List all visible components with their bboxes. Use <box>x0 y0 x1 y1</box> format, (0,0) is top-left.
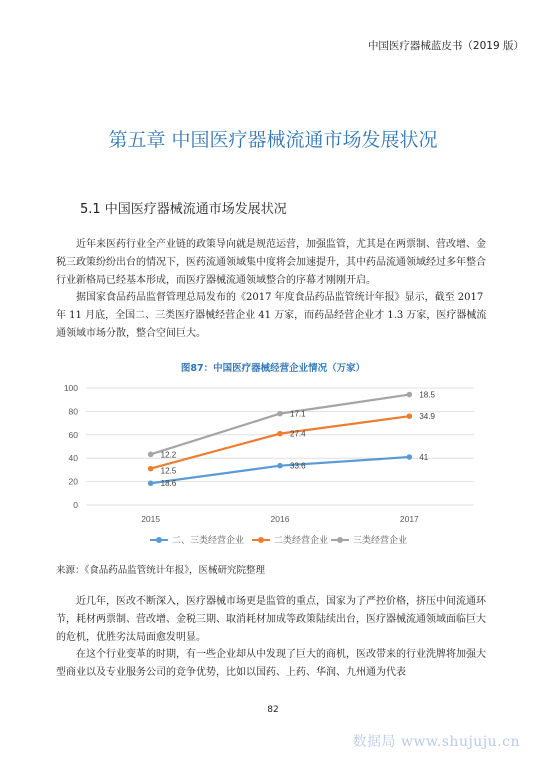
page-number: 82 <box>267 705 279 715</box>
line-chart <box>56 372 486 547</box>
data-label: 12.2 <box>160 450 177 460</box>
data-point <box>148 480 154 486</box>
chart-title: 图87：中国医疗器械经营企业情况（万家） <box>180 363 366 374</box>
x-tick-label: 2017 <box>399 514 419 524</box>
data-point <box>277 463 283 469</box>
chapter-title: 第五章 中国医疗器械流通市场发展状况 <box>108 129 438 151</box>
legend-swatch <box>150 539 168 541</box>
paragraph: 在这个行业变革的时期，有一些企业却从中发现了巨大的商机，医改带来的行业洗牌将加强大型商业以及专业服务公司的竞争优势，比如以国药、上药、华润、九州通为代表 <box>56 649 486 679</box>
section-title: 5.1 中国医疗器械流通市场发展状况 <box>80 202 287 217</box>
data-label: 18.6 <box>160 479 177 489</box>
y-tick-label: 20 <box>68 476 78 487</box>
data-label: 17.1 <box>290 409 306 419</box>
legend-label: 三类经营企业 <box>353 536 408 546</box>
y-tick-label: 40 <box>68 453 78 464</box>
legend-item <box>252 533 328 546</box>
chart-source: 来源：《食品药品监管统计年报》，医械研究院整理 <box>56 565 266 576</box>
data-label: 27.4 <box>290 429 306 439</box>
data-point <box>148 466 154 472</box>
legend-swatch <box>252 539 270 541</box>
intro-text <box>56 236 492 343</box>
data-label: 41 <box>419 453 429 463</box>
legend-item <box>150 533 244 546</box>
data-label: 12.5 <box>160 466 177 476</box>
legend-item <box>331 533 407 546</box>
y-tick-label: 0 <box>73 500 78 510</box>
data-point <box>277 411 283 417</box>
legend-label: 二、三类经营企业 <box>172 536 245 546</box>
data-label: 34.9 <box>419 412 435 422</box>
x-tick-label: 2016 <box>270 514 290 524</box>
watermark: 数据局 www.shujuju.cn <box>352 734 520 750</box>
legend-label: 二类经营企业 <box>274 536 329 546</box>
data-point <box>277 431 283 437</box>
series-line <box>151 457 410 483</box>
data-label: 33.6 <box>290 461 306 471</box>
data-point <box>148 452 154 458</box>
running-header: 中国医疗器械蓝皮书（2019 版） <box>367 40 524 52</box>
y-tick-label: 100 <box>63 383 78 393</box>
y-tick-label: 60 <box>68 429 78 440</box>
data-point <box>407 454 413 460</box>
data-point <box>407 392 413 398</box>
data-point <box>407 413 413 419</box>
paragraph: 据国家食品药品监督管理总局发布的《2017 年度食品药品监管统计年报》显示，截至 2017 年 11 月底，全国二、三类医疗器械经营企业 41 万家，而药品经营企业才 1.3 万家，医疗器械流通领域市场分散，整合空间巨大。 <box>56 292 487 339</box>
series-line <box>151 395 410 455</box>
x-tick-label: 2015 <box>141 514 161 524</box>
data-label: 18.5 <box>419 390 435 400</box>
body-text <box>56 593 492 682</box>
paragraph: 近年来医药行业全产业链的政策导向就是规范运营，加强监管，尤其是在两票制、营改增、金税三政策纷纷出台的情况下，医药流通领域集中度将会加速提升，其中药品流通领域经过多年整合行业新格局已经基本形成，而医疗器械流通领域整合的序幕才刚刚开启。 <box>56 239 486 286</box>
paragraph: 近几年，医改不断深入，医疗器械市场更是监管的重点，国家为了严控价格，挤压中间流通环节，耗材两票制、营改增、金税三期、取消耗材加成等政策陆续出台，医疗器械流通领域面临巨大的危机，优胜劣汰局面愈发明显。 <box>56 596 486 643</box>
y-tick-label: 80 <box>68 406 78 417</box>
legend-swatch <box>331 539 349 541</box>
